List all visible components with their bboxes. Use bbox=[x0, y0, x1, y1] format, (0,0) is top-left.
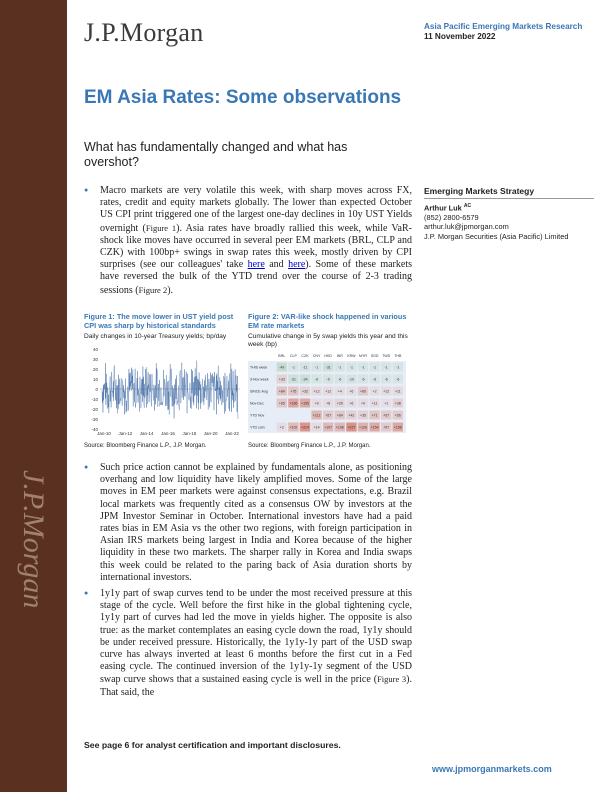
analyst-phone: (852) 2800-6579 bbox=[424, 213, 479, 223]
cell-value: +102 bbox=[289, 425, 298, 430]
cell-value: -6 bbox=[373, 377, 377, 382]
y-tick-label: 10 bbox=[92, 376, 98, 382]
cell-value: -1 bbox=[384, 365, 388, 370]
bullet-paragraph-2: ● Such price action cannot be explained by fundamentals alone, as positioning overhang and low liquidity have likely amplified moves. Some of the large moves in EM peer markets were against consensus expectations, e.g. Brazil local markets was frequently cited as a consensus OW by investors at the JPM Investor Seminar in October. International investors have had a paid rates bias in EM Asia vs the other two regions, with foreign participation in Asian IRS markets being largest in India and Korea because of the higher liquidity in these two markets. The sharper rally in Korea and India swaps this week could be related to the paring back of Asia duration shorts by international investors. bbox=[84, 462, 412, 584]
cell-value: -11 bbox=[302, 365, 308, 370]
column-header: CZK bbox=[301, 354, 309, 358]
cell-value: -31 bbox=[290, 377, 296, 382]
row-label: THIS week bbox=[250, 365, 268, 370]
figure-2-ref: Figure 2 bbox=[138, 284, 168, 295]
cell-value: -1 bbox=[373, 365, 377, 370]
cell-value: +227 bbox=[347, 425, 356, 430]
column-header: TWD bbox=[382, 354, 391, 358]
footer-url-link[interactable]: www.jpmorganmarkets.com bbox=[432, 764, 552, 774]
cell-value: -6 bbox=[384, 377, 388, 382]
cell-value: +11 bbox=[394, 389, 401, 394]
publication-name: Asia Pacific Emerging Markets Research bbox=[424, 22, 583, 31]
cell-value: -6 bbox=[338, 377, 342, 382]
cell-value: +33 bbox=[278, 377, 285, 382]
cell-value: +84 bbox=[278, 389, 285, 394]
cell-value: +35 bbox=[360, 413, 366, 418]
cell-value: +64 bbox=[336, 413, 343, 418]
cell-value: +6 bbox=[349, 389, 354, 394]
cell-value: -31 bbox=[325, 365, 331, 370]
y-tick-label: -20 bbox=[91, 406, 98, 412]
cell-value: -10 bbox=[348, 377, 354, 382]
cell-value: -1 bbox=[291, 365, 295, 370]
cell-value: +155 bbox=[301, 401, 309, 406]
report-header bbox=[424, 22, 594, 42]
column-header: THB bbox=[394, 354, 402, 358]
cell-value: -1 bbox=[338, 365, 342, 370]
y-tick-label: -30 bbox=[91, 416, 98, 422]
column-header: KRW bbox=[347, 354, 356, 358]
body-continued bbox=[84, 462, 412, 703]
column-header: CLP bbox=[289, 354, 297, 358]
cell-value: -9 bbox=[326, 377, 330, 382]
cell-value: +107 bbox=[324, 425, 333, 430]
y-tick-label: 0 bbox=[95, 386, 98, 392]
figure-2-table bbox=[248, 351, 408, 441]
svg-text:J.P.Morgan: J.P.Morgan bbox=[17, 470, 50, 609]
column-header: HKD bbox=[324, 354, 332, 358]
figure-1-subtitle: Daily changes in 10-year Treasury yields; bp/day bbox=[84, 333, 227, 340]
column-header: INR bbox=[336, 354, 343, 358]
jpmorgan-watermark-logo bbox=[10, 470, 58, 670]
cell-value: -1 bbox=[349, 365, 353, 370]
x-tick-label: Jan-22 bbox=[225, 431, 239, 436]
cell-value: +4 bbox=[337, 389, 342, 394]
row-label: YTD Nov bbox=[250, 413, 265, 418]
figure-2-title: Figure 2: VAR-like shock happened in various EM rate markets bbox=[248, 312, 407, 330]
figure-2-source: Source: Bloomberg Finance L.P., J.P. Morgan. bbox=[248, 443, 371, 449]
publication-date: 11 November 2022 bbox=[424, 32, 496, 41]
left-brand-sidebar bbox=[0, 0, 67, 792]
here-link-1[interactable]: here bbox=[247, 259, 265, 271]
cell-value: +12 bbox=[313, 389, 320, 394]
analyst-firm: J.P. Morgan Securities (Asia Pacific) Limited bbox=[424, 231, 569, 241]
cell-value: +11 bbox=[371, 401, 378, 406]
cell-value: -1 bbox=[315, 365, 319, 370]
series-line-ust-daily-change bbox=[102, 361, 238, 419]
cell-value: +57 bbox=[383, 413, 390, 418]
column-header: CNY bbox=[312, 354, 321, 358]
cell-value: +26 bbox=[336, 401, 343, 406]
cell-value: -34 bbox=[302, 377, 308, 382]
cell-value: +1 bbox=[384, 401, 389, 406]
cell-value: +9 bbox=[314, 401, 319, 406]
cell-value: +57 bbox=[325, 413, 332, 418]
cell-value: -49 bbox=[279, 365, 285, 370]
x-tick-label: Jan-20 bbox=[203, 431, 218, 436]
cell-value: +9 bbox=[361, 401, 365, 406]
strategy-heading: Emerging Markets Strategy bbox=[424, 187, 594, 199]
cell-value: +14 bbox=[313, 425, 320, 430]
x-tick-label: Jan-18 bbox=[182, 431, 197, 436]
table-background bbox=[248, 361, 406, 433]
here-link-2[interactable]: here bbox=[288, 259, 306, 271]
figure-1-ref: Figure 1 bbox=[145, 222, 177, 233]
cell-value: +38 bbox=[394, 401, 401, 406]
bullet-paragraph: ● Macro markets are very volatile this week, with sharp moves across FX, rates, credit and equity markets globally. The lower than expected October US CPI print triggered one of the largest one-day declines in 10y UST Yields overnight (Figure 1). Asia rates have broadly rallied this week, while VaR-shock like moves have occurred in several peer EM markets (BRL, CLP and CZK) with 100bp+ swings in swap rates this week, mostly driven by CPI surprises (see our colleagues' take here and here). Some of these markets have reversed the bulk of the YTD trend over the course of 2-3 trading sessions (Figure 2). bbox=[84, 185, 412, 297]
x-tick-label: Jan-10 bbox=[97, 431, 111, 436]
cell-value: +65 bbox=[278, 401, 285, 406]
x-tick-label: Jan-12 bbox=[118, 431, 133, 436]
y-tick-label: 20 bbox=[92, 366, 98, 372]
y-tick-label: -40 bbox=[91, 426, 98, 432]
cell-value: +71 bbox=[371, 413, 378, 418]
cell-value: +60 bbox=[360, 389, 366, 394]
cell-value: -6 bbox=[315, 377, 319, 382]
cell-value: +2 bbox=[372, 389, 377, 394]
row-label: YTD cum bbox=[250, 425, 265, 430]
figure-2 bbox=[248, 312, 408, 449]
figure-1 bbox=[84, 312, 244, 449]
row-label: SINCE Aug bbox=[250, 389, 268, 394]
column-header: SGD bbox=[370, 354, 379, 358]
row-label: Nov-Dec bbox=[250, 401, 264, 406]
cell-value: +12 bbox=[383, 389, 390, 394]
figure-1-source: Source: Bloomberg Finance L.P., J.P. Morgan. bbox=[84, 443, 207, 449]
x-tick-label: Jan-14 bbox=[139, 431, 154, 436]
cell-value: +57 bbox=[383, 425, 390, 430]
cell-value: +154 bbox=[370, 425, 379, 430]
cell-value: +214 bbox=[301, 425, 309, 430]
figure-3-ref: Figure 3 bbox=[377, 674, 407, 685]
y-tick-label: 40 bbox=[92, 346, 98, 352]
figure-1-title: Figure 1: The move lower in UST yield post CPI was sharp by historical standards bbox=[84, 312, 234, 330]
analyst-name: Arthur Luk $^{AC}$ bbox=[424, 203, 472, 213]
cell-value: +112 bbox=[312, 413, 321, 418]
cell-value: +8 bbox=[326, 401, 331, 406]
disclosure-note: See page 6 for analyst certification and important disclosures. bbox=[84, 740, 341, 750]
y-tick-label: -10 bbox=[91, 396, 98, 402]
cell-value: +2 bbox=[279, 425, 284, 430]
analyst-box bbox=[424, 187, 594, 241]
cell-value: -6 bbox=[396, 377, 400, 382]
report-title: EM Asia Rates: Some observations bbox=[84, 87, 402, 108]
cell-value: +108 bbox=[335, 425, 344, 430]
cell-value: +56 bbox=[394, 413, 401, 418]
cell-value: +166 bbox=[289, 401, 298, 406]
cell-value: +75 bbox=[290, 389, 297, 394]
bullet-paragraph-3: ● 1y1y part of swap curves tend to be under the most received pressure at this stage of the cycle. Well before the first hike in the global tightening cycle, 1y1y part of curves had led the move in yields higher. The opposite is also true: as the market contemplates an easing cycle down the road, 1y1y should be under received pressure. Historically, the 1y1y-1y part of the USD swap curve has always inverted at least 6 months before the first cut in a Fed easing cycle. The continued inversion of the 1y1y-1y segment of the USD swap curve shows that a sustained easing cycle is well in the price (Figure 3). That said, the bbox=[84, 588, 412, 699]
analyst-email[interactable]: arthur.luk@jpmorgan.com bbox=[424, 222, 509, 232]
figure-2-subtitle: Cumulative change in 5y swap yields this year and this week (bp) bbox=[248, 333, 408, 348]
cell-value: +6 bbox=[349, 401, 354, 406]
figure-1-chart bbox=[84, 345, 244, 441]
cell-value: +32 bbox=[302, 389, 308, 394]
report-subtitle: What has fundamentally changed and what has overshot? bbox=[84, 140, 348, 169]
cell-value: +42 bbox=[348, 413, 355, 418]
row-label: 3-Nov week bbox=[250, 377, 269, 382]
column-header: MYR bbox=[359, 354, 367, 358]
cell-value: +126 bbox=[359, 425, 367, 430]
y-tick-label: 30 bbox=[92, 356, 98, 362]
cell-value: -1 bbox=[396, 365, 400, 370]
cell-value: -1 bbox=[361, 365, 365, 370]
cell-value: +158 bbox=[393, 425, 402, 430]
figures-row bbox=[84, 313, 412, 455]
cell-value: +12 bbox=[325, 389, 332, 394]
jpmorgan-logo: J.P.Morgan bbox=[84, 18, 204, 47]
column-header: BRL bbox=[278, 354, 286, 358]
x-tick-label: Jan-16 bbox=[161, 431, 175, 436]
cell-value: -6 bbox=[361, 377, 365, 382]
body-paragraph-1 bbox=[84, 185, 412, 297]
